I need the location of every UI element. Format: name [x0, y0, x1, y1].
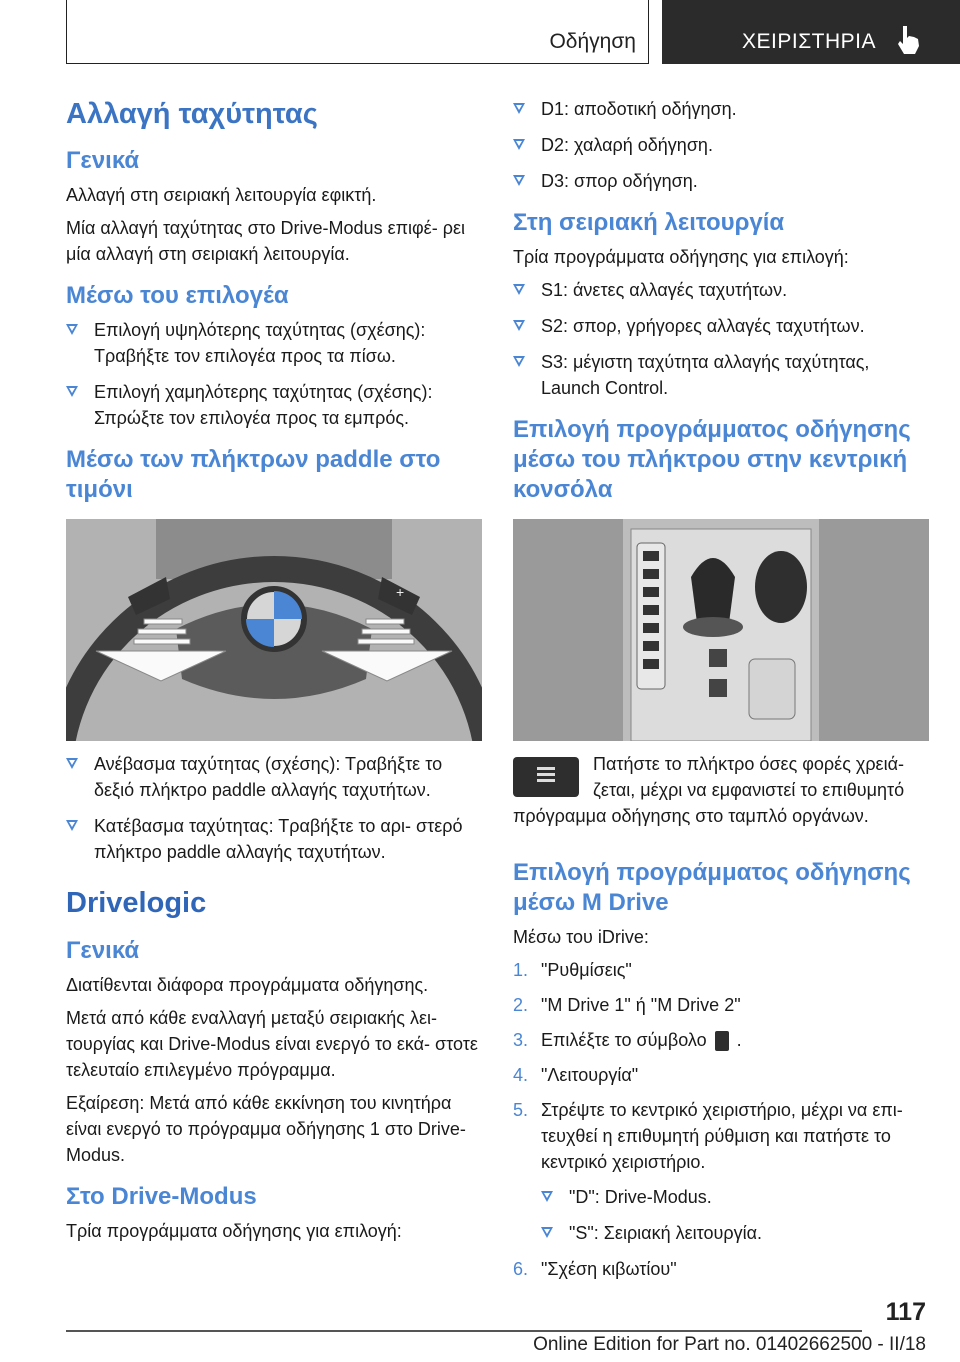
bullet-item: Κατέβασμα ταχύτητας: Τραβήξτε το αρι‐ στερό πλήκτρο paddle αλλαγής ταχυτήτων. [66, 813, 482, 865]
paragraph: Μετά από κάθε εναλλαγή μεταξύ σειριακής λει‐ τουργίας και Drive-Modus είναι ενεργό το εκά‐ στοτε τελευταίο επιλεγμένο πρόγραμμα. [66, 1007, 478, 1080]
bullet-triangle-icon [66, 820, 78, 831]
paragraph: Τρία προγράμματα οδήγησης για επιλογή: [513, 247, 849, 267]
bullet-item: S1: άνετες αλλαγές ταχυτήτων. [513, 277, 929, 303]
subheading-console: Επιλογή προγράμματος οδήγησης μέσω του πλήκτρου στην κεντρική κονσόλα [513, 416, 911, 503]
step-item: 2. "M Drive 1" ή "M Drive 2" [513, 995, 741, 1015]
hand-pointer-icon [894, 24, 922, 56]
subheading-general: Γενικά [66, 936, 140, 964]
paragraph: Διατίθενται διάφορα προγράμματα οδήγησης. [66, 974, 429, 995]
page-header [0, 0, 960, 64]
bullet-item: D1: αποδοτική οδήγηση. [513, 96, 929, 122]
step-item: 6. "Σχέση κιβωτίου" [513, 1259, 677, 1279]
bullet-triangle-icon [513, 356, 525, 367]
bullet-triangle-icon [66, 386, 78, 397]
bullet-triangle-icon [541, 1227, 553, 1238]
right-column [513, 96, 929, 1291]
bullet-item: Επιλογή χαμηλότερης ταχύτητας (σχέσης): Σπρώξτε τον επιλογέα προς τα εμπρός. [66, 379, 482, 431]
section-title: Οδήγηση [549, 30, 636, 53]
subheading-drive-modus: Στο Drive-Modus [66, 1182, 257, 1210]
subheading-selector: Μέσω του επιλογέα [66, 282, 289, 310]
subheading-mdrive: Επιλογή προγράμματος οδήγησης μέσω M Drive [513, 859, 911, 916]
bullet-triangle-icon [513, 320, 525, 331]
left-column [66, 96, 482, 1251]
paragraph: Μέσω του iDrive: [513, 927, 649, 947]
drive-mode-button-icon [513, 757, 579, 797]
footer-edition: Online Edition for Part no. 01402662500 - II/18 [533, 1334, 926, 1355]
bullet-item: S3: μέγιστη ταχύτητα αλλαγής ταχύτητας, Launch Control. [513, 349, 929, 401]
bullet-item: D3: σπορ οδήγηση. [513, 168, 929, 194]
drive-mode-symbol-icon [715, 1031, 729, 1051]
subheading-general: Γενικά [66, 147, 140, 175]
step-item: 5. Στρέψτε το κεντρικό χειριστήριο, μέχρι να επι‐ τευχθεί η επιθυμητή ρύθμιση και πατήστε το κεντρικό χειριστήριο. [513, 1100, 903, 1172]
bullet-triangle-icon [541, 1191, 553, 1202]
bullet-item: Επιλογή υψηλότερης ταχύτητας (σχέσης): Τραβήξτε τον επιλογέα προς τα πίσω. [66, 317, 482, 369]
subheading-serial: Στη σειριακή λειτουργία [513, 209, 785, 236]
bullet-item: Ανέβασμα ταχύτητας (σχέσης): Τραβήξτε το δεξιό πλήκτρο paddle αλλαγής ταχυτήτων. [66, 751, 482, 803]
bullet-item: "S": Σειριακή λειτουργία. [541, 1220, 929, 1246]
section-box [66, 0, 649, 64]
svg-text:+: + [396, 584, 405, 601]
chapter-tab [662, 0, 960, 64]
section-heading-drivelogic: Drivelogic [66, 887, 207, 920]
bullet-item: D2: χαλαρή οδήγηση. [513, 132, 929, 158]
center-console-image [513, 519, 929, 741]
bullet-triangle-icon [66, 324, 78, 335]
bullet-triangle-icon [513, 284, 525, 295]
step-item: 1. "Ρυθμίσεις" [513, 960, 632, 980]
bullet-item: "D": Drive-Modus. [541, 1184, 929, 1210]
bullet-item: S2: σπορ, γρήγορες αλλαγές ταχυτήτων. [513, 313, 929, 339]
steering-wheel-image [66, 519, 482, 741]
subheading-paddles: Μέσω των πλήκτρων paddle στο τιμόνι [66, 446, 441, 504]
paragraph: Μία αλλαγή ταχύτητας στο Drive-Modus επιφέ‐ ρει μία αλλαγή στη σειριακή λειτουργία. [66, 218, 465, 265]
bullet-triangle-icon [513, 139, 525, 150]
paragraph: Αλλαγή στη σειριακή λειτουργία εφικτή. [66, 185, 377, 206]
paragraph: Εξαίρεση: Μετά από κάθε εκκίνηση του κινητήρα είναι ενεργό το πρόγραμμα οδήγησης 1 στο Drive-Modus. [66, 1092, 466, 1165]
step-item: 3. Επιλέξτε το σύμβολο . [513, 1030, 742, 1050]
bullet-triangle-icon [66, 758, 78, 769]
chapter-title: ΧΕΙΡΙΣΤΗΡΙΑ [742, 30, 877, 53]
paragraph: Τρία προγράμματα οδήγησης για επιλογή: [66, 1220, 402, 1241]
footer-divider [66, 1330, 862, 1332]
step-item: 4. "Λειτουργία" [513, 1065, 639, 1085]
section-heading-gear-change: Αλλαγή ταχύτητας [66, 98, 318, 130]
bullet-triangle-icon [513, 103, 525, 114]
page-number: 117 [885, 1298, 926, 1326]
bullet-triangle-icon [513, 175, 525, 186]
console-note: Πατήστε το πλήκτρο όσες φορές χρειά‐ ζεται, μέχρι να εμφανιστεί το επιθυμητό πρόγραμμα οδήγησης στο ταμπλό οργάνων. [513, 754, 905, 826]
